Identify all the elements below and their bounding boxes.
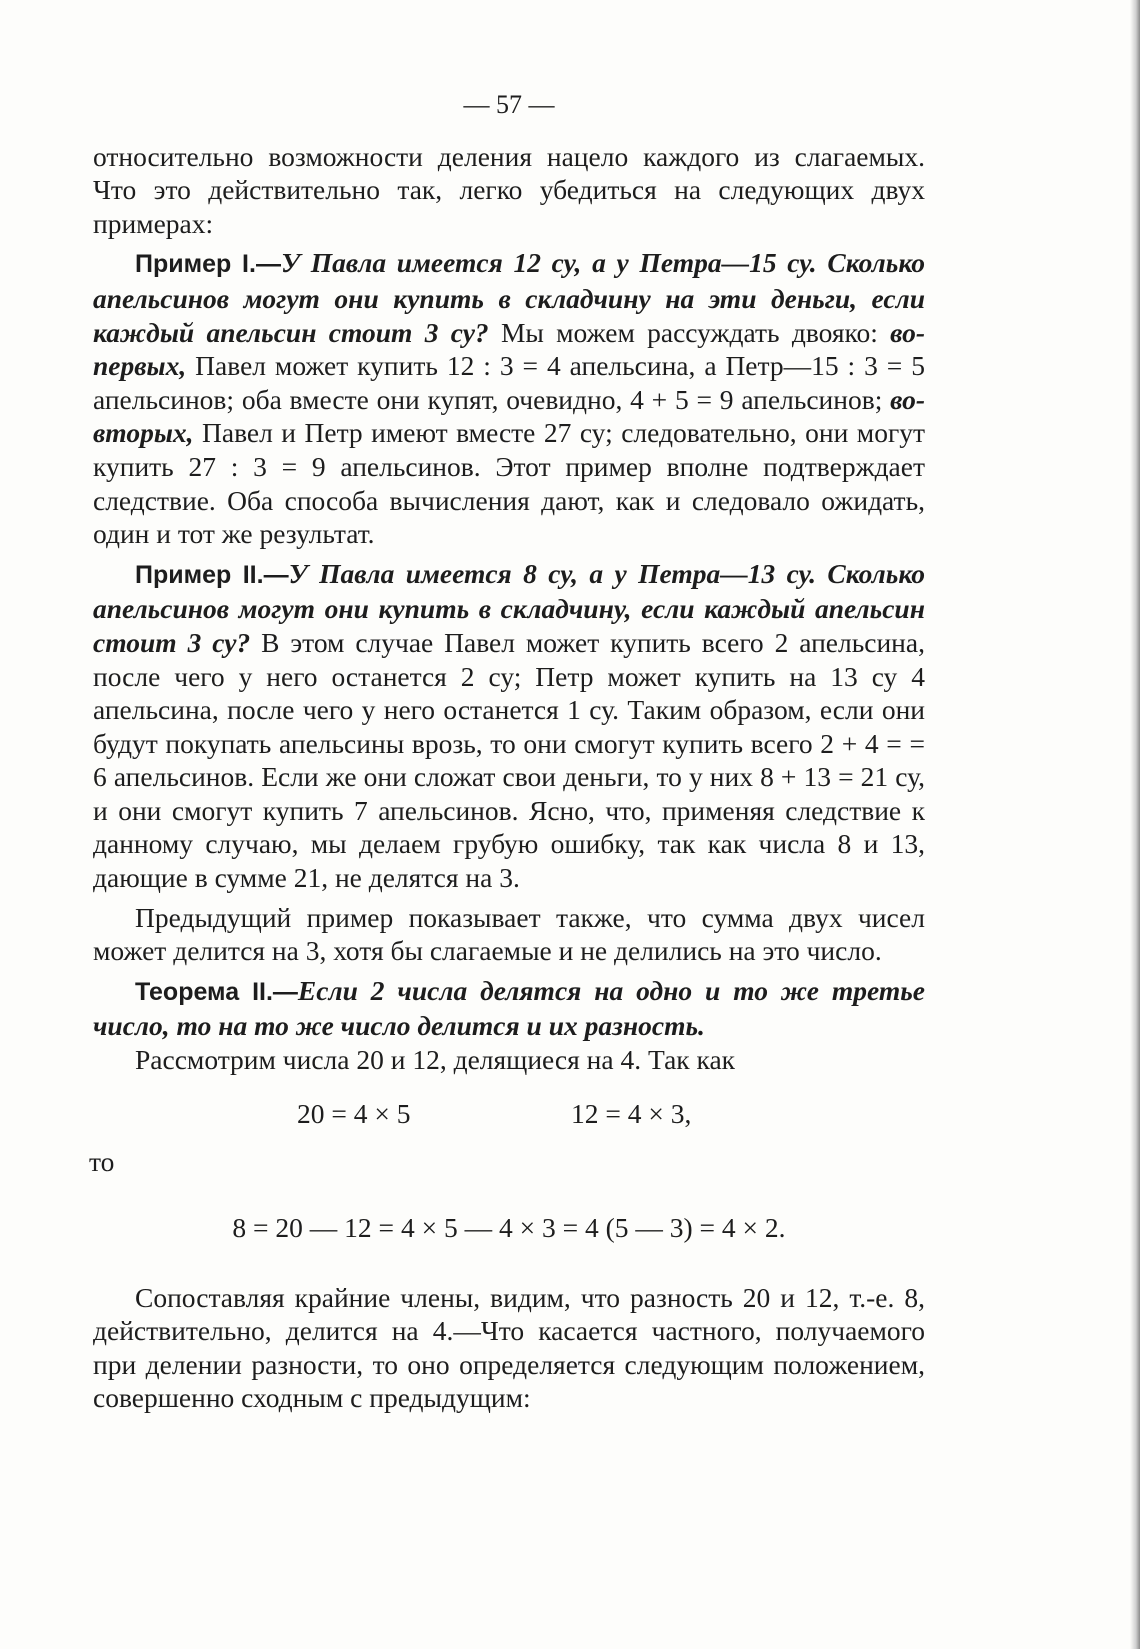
- example-1-heading: Пример I.—: [135, 250, 281, 279]
- paragraph-previous-example: Предыдущий пример показывает также, что сумма двух чисел может делится на 3, хотя бы слагаемые и не делились на это число.: [93, 901, 925, 967]
- page-text: [89, 88, 925, 1415]
- formula-row: [93, 1077, 925, 1145]
- example-1-second-way: во-вторых,: [93, 383, 925, 449]
- theorem-2-heading: Теорема II.—: [135, 977, 298, 1006]
- formula-12: 12 = 4 × 3,: [571, 1097, 692, 1129]
- word-to: то: [89, 1145, 115, 1177]
- paragraph-final: Сопоставляя крайние члены, видим, что разность 20 и 12, т.-е. 8, действительно, делится на 4.—Что касается частного, получаемого при делении разности, то оно определяется следующим положением, совершенно сходным с предыдущим:: [93, 1281, 925, 1414]
- example-2-problem: У Павла имеется 8 су, а у Петра—13 су. Сколько апельсинов могут они купить в складчину, если каждый апельсин стоит 3 су?: [93, 557, 925, 658]
- example-1-problem: У Павла имеется 12 су, а у Петра—15 су. Сколько апельсинов могут они купить в складчину на эти деньги, если каждый апельсин стоит 3 су?: [93, 247, 925, 348]
- paragraph-intro: относительно возможности деления нацело каждого из слагаемых. Что это действительно так, легко убедиться на следующих двух примерах:: [93, 140, 925, 239]
- example-1: [93, 246, 925, 550]
- example-2-body: В этом случае Павел может купить всего 2 апельсина, после чего у него останется 2 су; Петр может купить на 13 су 4 апельсина, после чего у него останется 1 су. Таким образом, если они будут покупать апельсины врозь, то они смогут купить всего 2 + 4 = = 6 апельсинов. Если же они сложат свои деньги, то у них 8 + 13 = 21 су, и они смогут купить 7 апельсинов. Ясно, что, применяя следствие к данному случаю, мы делаем грубую ошибку, так как числа 8 и 13, дающие в сумме 21, не делятся на 3.: [93, 626, 925, 894]
- example-1-text-3: Павел и Петр имеют вместе 27 су; следовательно, они могут купить 27 : 3 = 9 апельсинов. Этот пример вполне подтверждает следствие. Оба способа вычисления дают, как и следовало ожидать, один и тот же результат.: [93, 417, 925, 550]
- example-1-first-way: во-первых,: [93, 316, 925, 382]
- formula-20: 20 = 4 × 5: [297, 1097, 411, 1129]
- example-1-text-1: Мы можем рассуждать двояко:: [488, 316, 891, 348]
- example-1-text-2: Павел может купить 12 : 3 = 4 апельсина, а Петр—15 : 3 = 5 апельсинов; оба вместе они купят, очевидно, 4 + 5 = 9 апельсинов;: [93, 350, 925, 415]
- scan-edge-shadow: [1130, 0, 1140, 1649]
- example-2-heading: Пример II.—: [135, 560, 289, 589]
- formula-difference: 8 = 20 — 12 = 4 × 5 — 4 × 3 = 4 (5 — 3) = 4 × 2.: [232, 1211, 786, 1243]
- page-number: — 57 —: [463, 90, 555, 119]
- theorem-2-statement: Если 2 числа делятся на одно и то же третье число, то на то же число делится и их разность.: [93, 974, 925, 1042]
- theorem-2: [93, 974, 925, 1043]
- paragraph-consider: Рассмотрим числа 20 и 12, делящиеся на 4. Так как: [135, 1044, 736, 1076]
- example-2: [93, 557, 925, 895]
